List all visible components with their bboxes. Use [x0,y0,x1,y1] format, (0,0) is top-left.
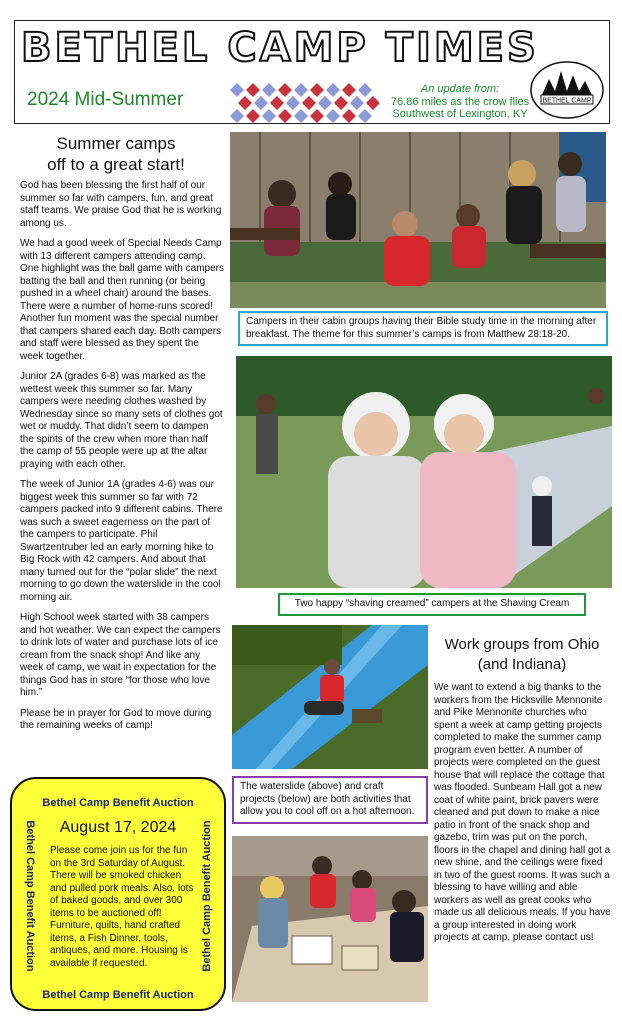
diamond-shape [358,109,372,123]
photo-waterslide [232,625,428,769]
auction-date: August 17, 2024 [59,819,177,836]
diamond-shape [262,83,276,97]
diamond-shape [310,83,324,97]
article-body-work-groups: We want to extend a big thanks to the workers from the Hicksville Mennonite and Pike Mennonite churches who spent a week at camp getting projects completed to make the summer camp program even better. A number of projects were completed on the guest house that will replace the cottage that was flooded. Sunbeam Hall got a new coat of white paint, brick pavers were cleaned and put down to make a nice patio in front of the snack shop and gazebo, trim was put on the porch, floors in the chapel and dining hall got a new shine, and the ceilings were fixed in two of the guest rooms. It was such a blessing to have willing and able workers as well as great cooks who made us all delicious meals. If you have a group interested in doing work projects at camp, please contact us! [434,682,611,943]
update-line-3: Southwest of Lexington, KY [392,108,528,120]
diamond-shape [358,83,372,97]
diamond-shape [366,96,379,110]
diamond-shape [278,109,292,123]
diamond-shape [246,83,260,97]
auction-title-bottom: Bethel Camp Benefit Auction [42,989,194,1001]
diamond-shape [294,109,308,123]
auction-box [10,777,226,1011]
diamond-shape [326,83,340,97]
paragraph: God has been blessing the first half of our summer so far with campers, fun, and great staff teams. We praise God that he is working among us. [20,180,222,229]
diamond-shape [270,96,284,110]
diamond-shape [230,83,244,97]
auction-title-right [200,821,214,971]
auction-details: Please come join us for the fun on the 3rd Saturday of August. There will be smoked chicken and pulled pork meals. Also, lots of baked goods, and over 300 items to be auctioned off! Furniture, quilts, hand crafted items, a Fish Dinner, tools, antiques, and more. Housing is available if requested. [50,845,194,969]
masthead [14,20,610,124]
diamond-shape [350,96,364,110]
diamond-shape [294,83,308,97]
update-line-2: 76.86 miles as the crow flies [390,95,530,108]
auction-title-right-text: Bethel Camp Benefit Auction [201,820,213,972]
caption-shaving-cream: Two happy “shaving creamed” campers at the Shaving Cream [278,593,586,616]
logo-text: BETHEL CAMP [542,97,592,105]
photo-shaving-cream [236,356,612,588]
photo-bible-study [230,132,606,308]
paragraph: The week of Junior 1A (grades 4-6) was our biggest week this summer so far with 72 campers packed into 9 different cabins. There was such a sweet eagerness on the part of the campers to participate. Phil Swartzentruber led an early morning hike to Big Rock with 42 campers. And about that many turned out for the “polar slide” the next morning to go down the waterslide in the cool morning air. [20,479,223,603]
auction-title-top: Bethel Camp Benefit Auction [42,797,194,809]
auction-title-left-text: Bethel Camp Benefit Auction [24,820,36,972]
diamond-shape [342,109,356,123]
paragraph: Junior 2A (grades 6-8) was marked as the wettest week this summer so far. Many campers were needing clothes washed by Wednesday since so many sets of clothes got wet or muddy. That didn’t seem to dampen the spirits of the crew when more than half the camp of 55 people were up at the altar praying with each other. [20,371,223,470]
article-headline-summer-camps [20,133,212,175]
diamond-shape [318,96,332,110]
caption-bible-study: Campers in their cabin groups having their Bible study time in the morning after breakfast. The theme for this summer’s camps is from Matthew 28:18-20. [238,311,608,346]
diamond-shape [246,109,260,123]
headline-line-1: Summer camps [56,134,176,153]
photo-craft-projects [232,836,428,1002]
diamond-shape [342,83,356,97]
newsletter-title: BETHEL CAMP TIMES [21,25,539,71]
article-headline-work-groups [434,635,610,675]
diamond-shape [238,96,252,110]
headline-line-1: Work groups from Ohio [444,636,600,653]
diamond-shape [278,83,292,97]
camp-logo [527,57,607,123]
diamond-shape [302,96,316,110]
diamond-shape [334,96,348,110]
update-line-1: An update from: [420,83,500,95]
paragraph: We had a good week of Special Needs Camp with 13 different campers attending camp. One highlight was the ball game with campers batting the ball and then running (or being pushed in a wheel chair) around the bases. There were a number of home-runs scored! Another fun moment was the special number that campers shared each day. Both campers and staff were blessed as they spent the week together. [20,238,224,362]
diamond-shape [326,109,340,123]
update-location [385,83,535,121]
article-body-summer-camps [20,180,224,741]
paragraph: Please be in prayer for God to move during the remaining weeks of camp! [20,707,212,731]
diamond-shape [230,109,244,123]
diamond-shape [310,109,324,123]
headline-line-2: off to a great start! [47,155,185,174]
caption-waterslide-crafts: The waterslide (above) and craft projects (below) are both activities that allow you to cool off on a hot afternoon. [232,776,428,824]
diamond-shape [262,109,276,123]
paragraph: High School week started with 38 campers and hot weather. We can expect the campers to drink lots of water and purchase lots of ice cream from the snack shop! And like any week of camp, we wait in expectation for the things God has in store “for those who love him.” [20,612,221,698]
diamond-shape [254,96,268,110]
headline-line-2: (and Indiana) [477,656,567,673]
diamond-pattern [227,83,379,123]
edition-label: 2024 Mid-Summer [27,89,184,110]
diamond-shape [286,96,300,110]
auction-title-left [23,821,37,971]
